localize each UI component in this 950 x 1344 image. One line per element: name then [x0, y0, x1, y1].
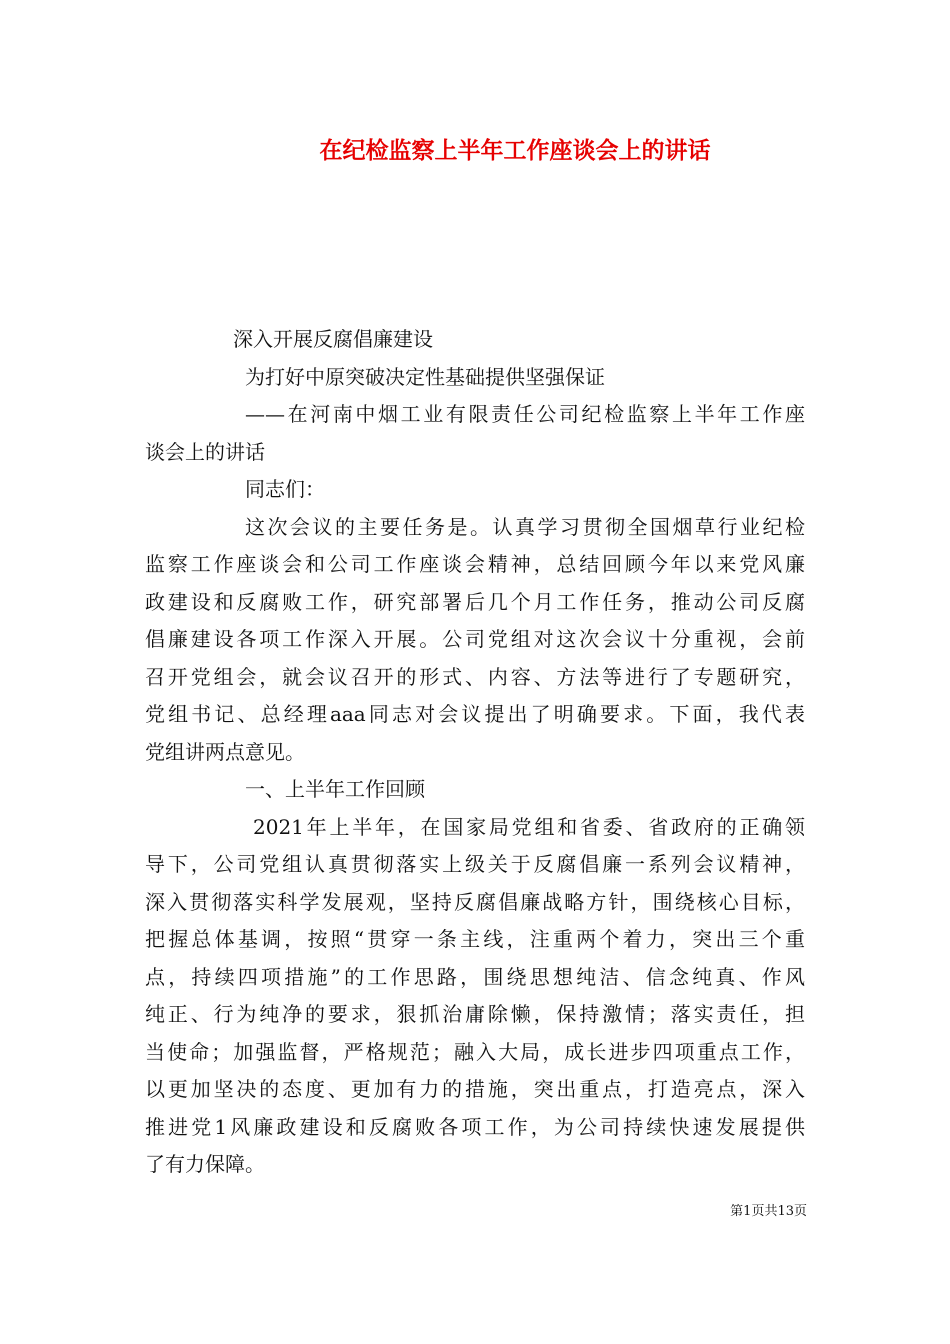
- text-line: 纯正、行为纯净的要求，狠抓治庸除懒，保持激情；落实责任，担: [145, 1002, 805, 1026]
- page-number: 第1页共13页: [730, 1204, 807, 1219]
- text-line: 推进党1风廉政建设和反腐败各项工作，为公司持续快速发展提供: [145, 1114, 805, 1139]
- text-line: 了有力保障。: [145, 1152, 265, 1176]
- text-line: 这次会议的主要任务是。认真学习贯彻全国烟草行业纪检: [245, 514, 805, 539]
- text-line: 深入贯彻落实科学发展观，坚持反腐倡廉战略方针，围绕核心目标，: [145, 889, 805, 914]
- text-line: 导下，公司党组认真贯彻落实上级关于反腐倡廉一系列会议精神，: [145, 852, 805, 876]
- text-line: 同志们：: [245, 477, 325, 501]
- text-line: 以更加坚决的态度、更加有力的措施，突出重点，打造亮点，深入: [145, 1077, 805, 1101]
- text-line: ——在河南中烟工业有限责任公司纪检监察上半年工作座: [245, 402, 805, 426]
- text-line: 监察工作座谈会和公司工作座谈会精神，总结回顾今年以来党风廉: [145, 552, 805, 576]
- text-line: 政建设和反腐败工作，研究部署后几个月工作任务，推动公司反腐: [145, 589, 805, 614]
- page-title: 在纪检监察上半年工作座谈会上的讲话: [319, 137, 711, 164]
- document-body: [145, 321, 805, 1184]
- text-line: 深入开展反腐倡廉建设: [233, 327, 433, 351]
- text-line: 谈会上的讲话: [145, 439, 265, 464]
- text-line: 2021年上半年，在国家局党组和省委、省政府的正确领: [253, 814, 805, 839]
- section-heading: 一、上半年工作回顾: [245, 777, 425, 801]
- text-line: 为打好中原突破决定性基础提供坚强保证: [245, 364, 605, 389]
- text-line: 召开党组会，就会议召开的形式、内容、方法等进行了专题研究，: [145, 664, 805, 689]
- text-line: 当使命；加强监督，严格规范；融入大局，成长进步四项重点工作，: [145, 1039, 805, 1064]
- text-line: 把握总体基调，按照“贯穿一条主线，注重两个着力，突出三个重: [145, 927, 805, 951]
- text-line: 党组讲两点意见。: [145, 739, 305, 764]
- text-line: 点，持续四项措施”的工作思路，围绕思想纯洁、信念纯真、作风: [145, 964, 805, 989]
- text-line: 党组书记、总经理aaa同志对会议提出了明确要求。下面，我代表: [145, 702, 805, 726]
- text-line: 倡廉建设各项工作深入开展。公司党组对这次会议十分重视，会前: [145, 627, 805, 651]
